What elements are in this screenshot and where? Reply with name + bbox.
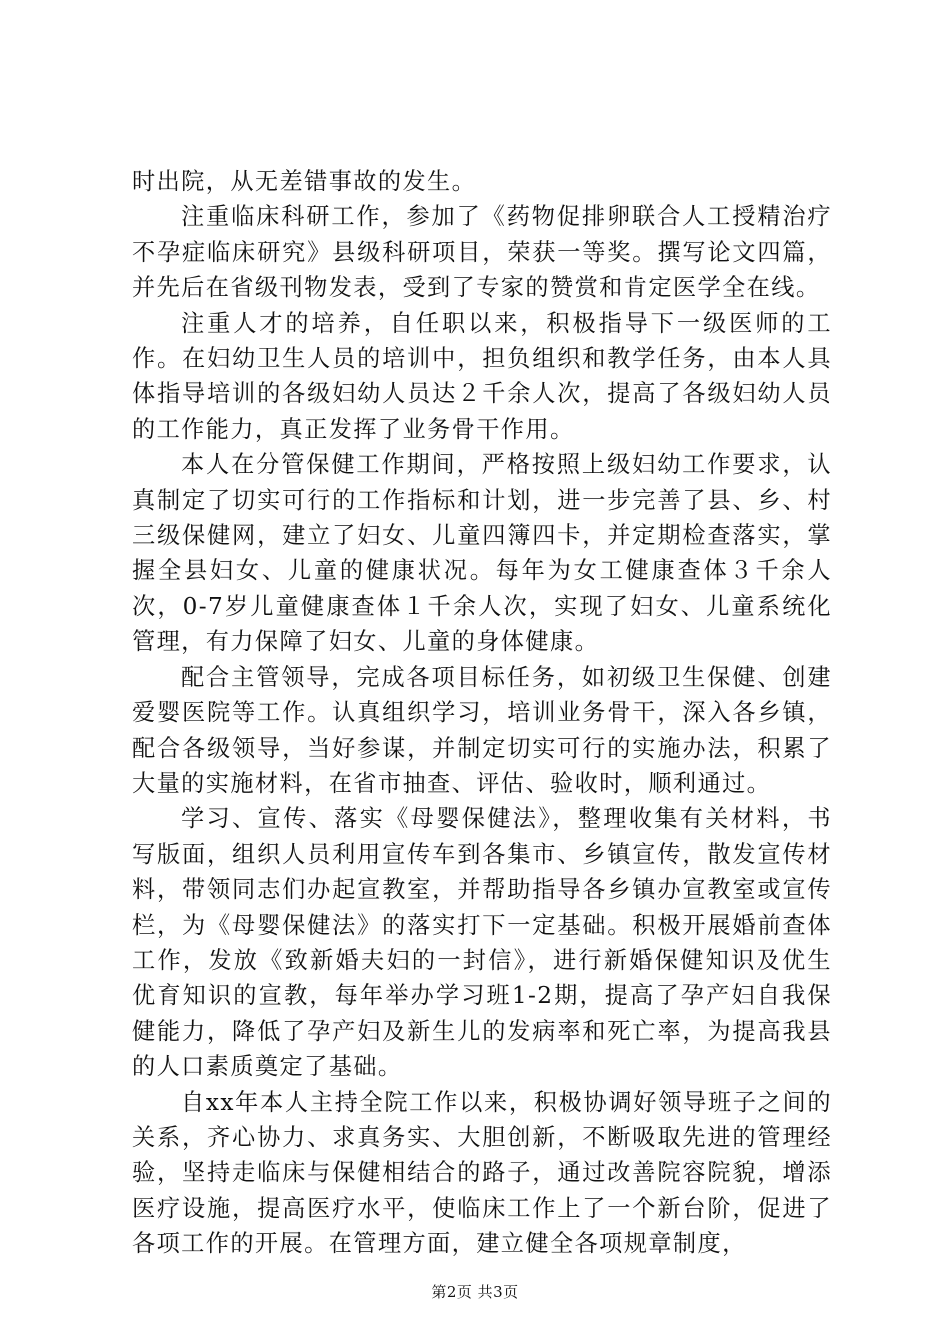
paragraph-hospital-management: 自xx年本人主持全院工作以来，积极协调好领导班子之间的关系，齐心协力、求真务实、大胆创新，不断吸取先进的管理经验，坚持走临床与保健相结合的路子，通过改善院容院貌，增添医疗设施，提高医疗水平，使临床工作上了一个新台阶，促进了各项工作的开展。在管理方面，建立健全各项规章制度， [132, 1088, 832, 1258]
paragraph-target-tasks: 配合主管领导，完成各项目标任务，如初级卫生保健、创建爱婴医院等工作。认真组织学习，培训业务骨干，深入各乡镇，配合各级领导，当好参谋，并制定切实可行的实施办法，积累了大量的实施材料，在省市抽查、评估、验收时，顺利通过。 [132, 663, 832, 797]
page-footer [0, 1282, 950, 1302]
paragraph-clinical-research: 注重临床科研工作，参加了《药物促排卵联合人工授精治疗不孕症临床研究》县级科研项目，荣获一等奖。撰写论文四篇，并先后在省级刊物发表，受到了专家的赞赏和肯定医学全在线。 [132, 203, 832, 302]
paragraph-talent-training: 注重人才的培养，自任职以来，积极指导下一级医师的工作。在妇幼卫生人员的培训中，担负组织和教学任务，由本人具体指导培训的各级妇幼人员达２千余人次，提高了各级妇幼人员的工作能力，真正发挥了业务骨干作用。 [132, 309, 832, 443]
paragraph-continuation: 时出院，从无差错事故的发生。 [132, 168, 477, 195]
paragraph-maternal-law: 学习、宣传、落实《母婴保健法》，整理收集有关材料，书写版面，组织人员利用宣传车到各集市、乡镇宣传，散发宣传材料，带领同志们办起宣教室，并帮助指导各乡镇办宣教室或宣传栏，为《母婴保健法》的落实打下一定基础。积极开展婚前查体工作，发放《致新婚夫妇的一封信》，进行新婚保健知识及优生优育知识的宣教，每年举办学习班1-2期，提高了孕产妇自我保健能力，降低了孕产妇及新生儿的发病率和死亡率，为提高我县的人口素质奠定了基础。 [132, 805, 832, 1081]
document-body [132, 164, 832, 1262]
page-number-label: 第2页 共3页 [431, 1283, 519, 1301]
paragraph-health-care-work: 本人在分管保健工作期间，严格按照上级妇幼工作要求，认真制定了切实可行的工作指标和计划，进一步完善了县、乡、村三级保健网，建立了妇女、儿童四簿四卡，并定期检查落实，掌握全县妇女、儿童的健康状况。每年为女工健康查体３千余人次，0-7岁儿童健康查体１千余人次，实现了妇女、儿童系统化管理，有力保障了妇女、儿童的身体健康。 [132, 451, 832, 656]
